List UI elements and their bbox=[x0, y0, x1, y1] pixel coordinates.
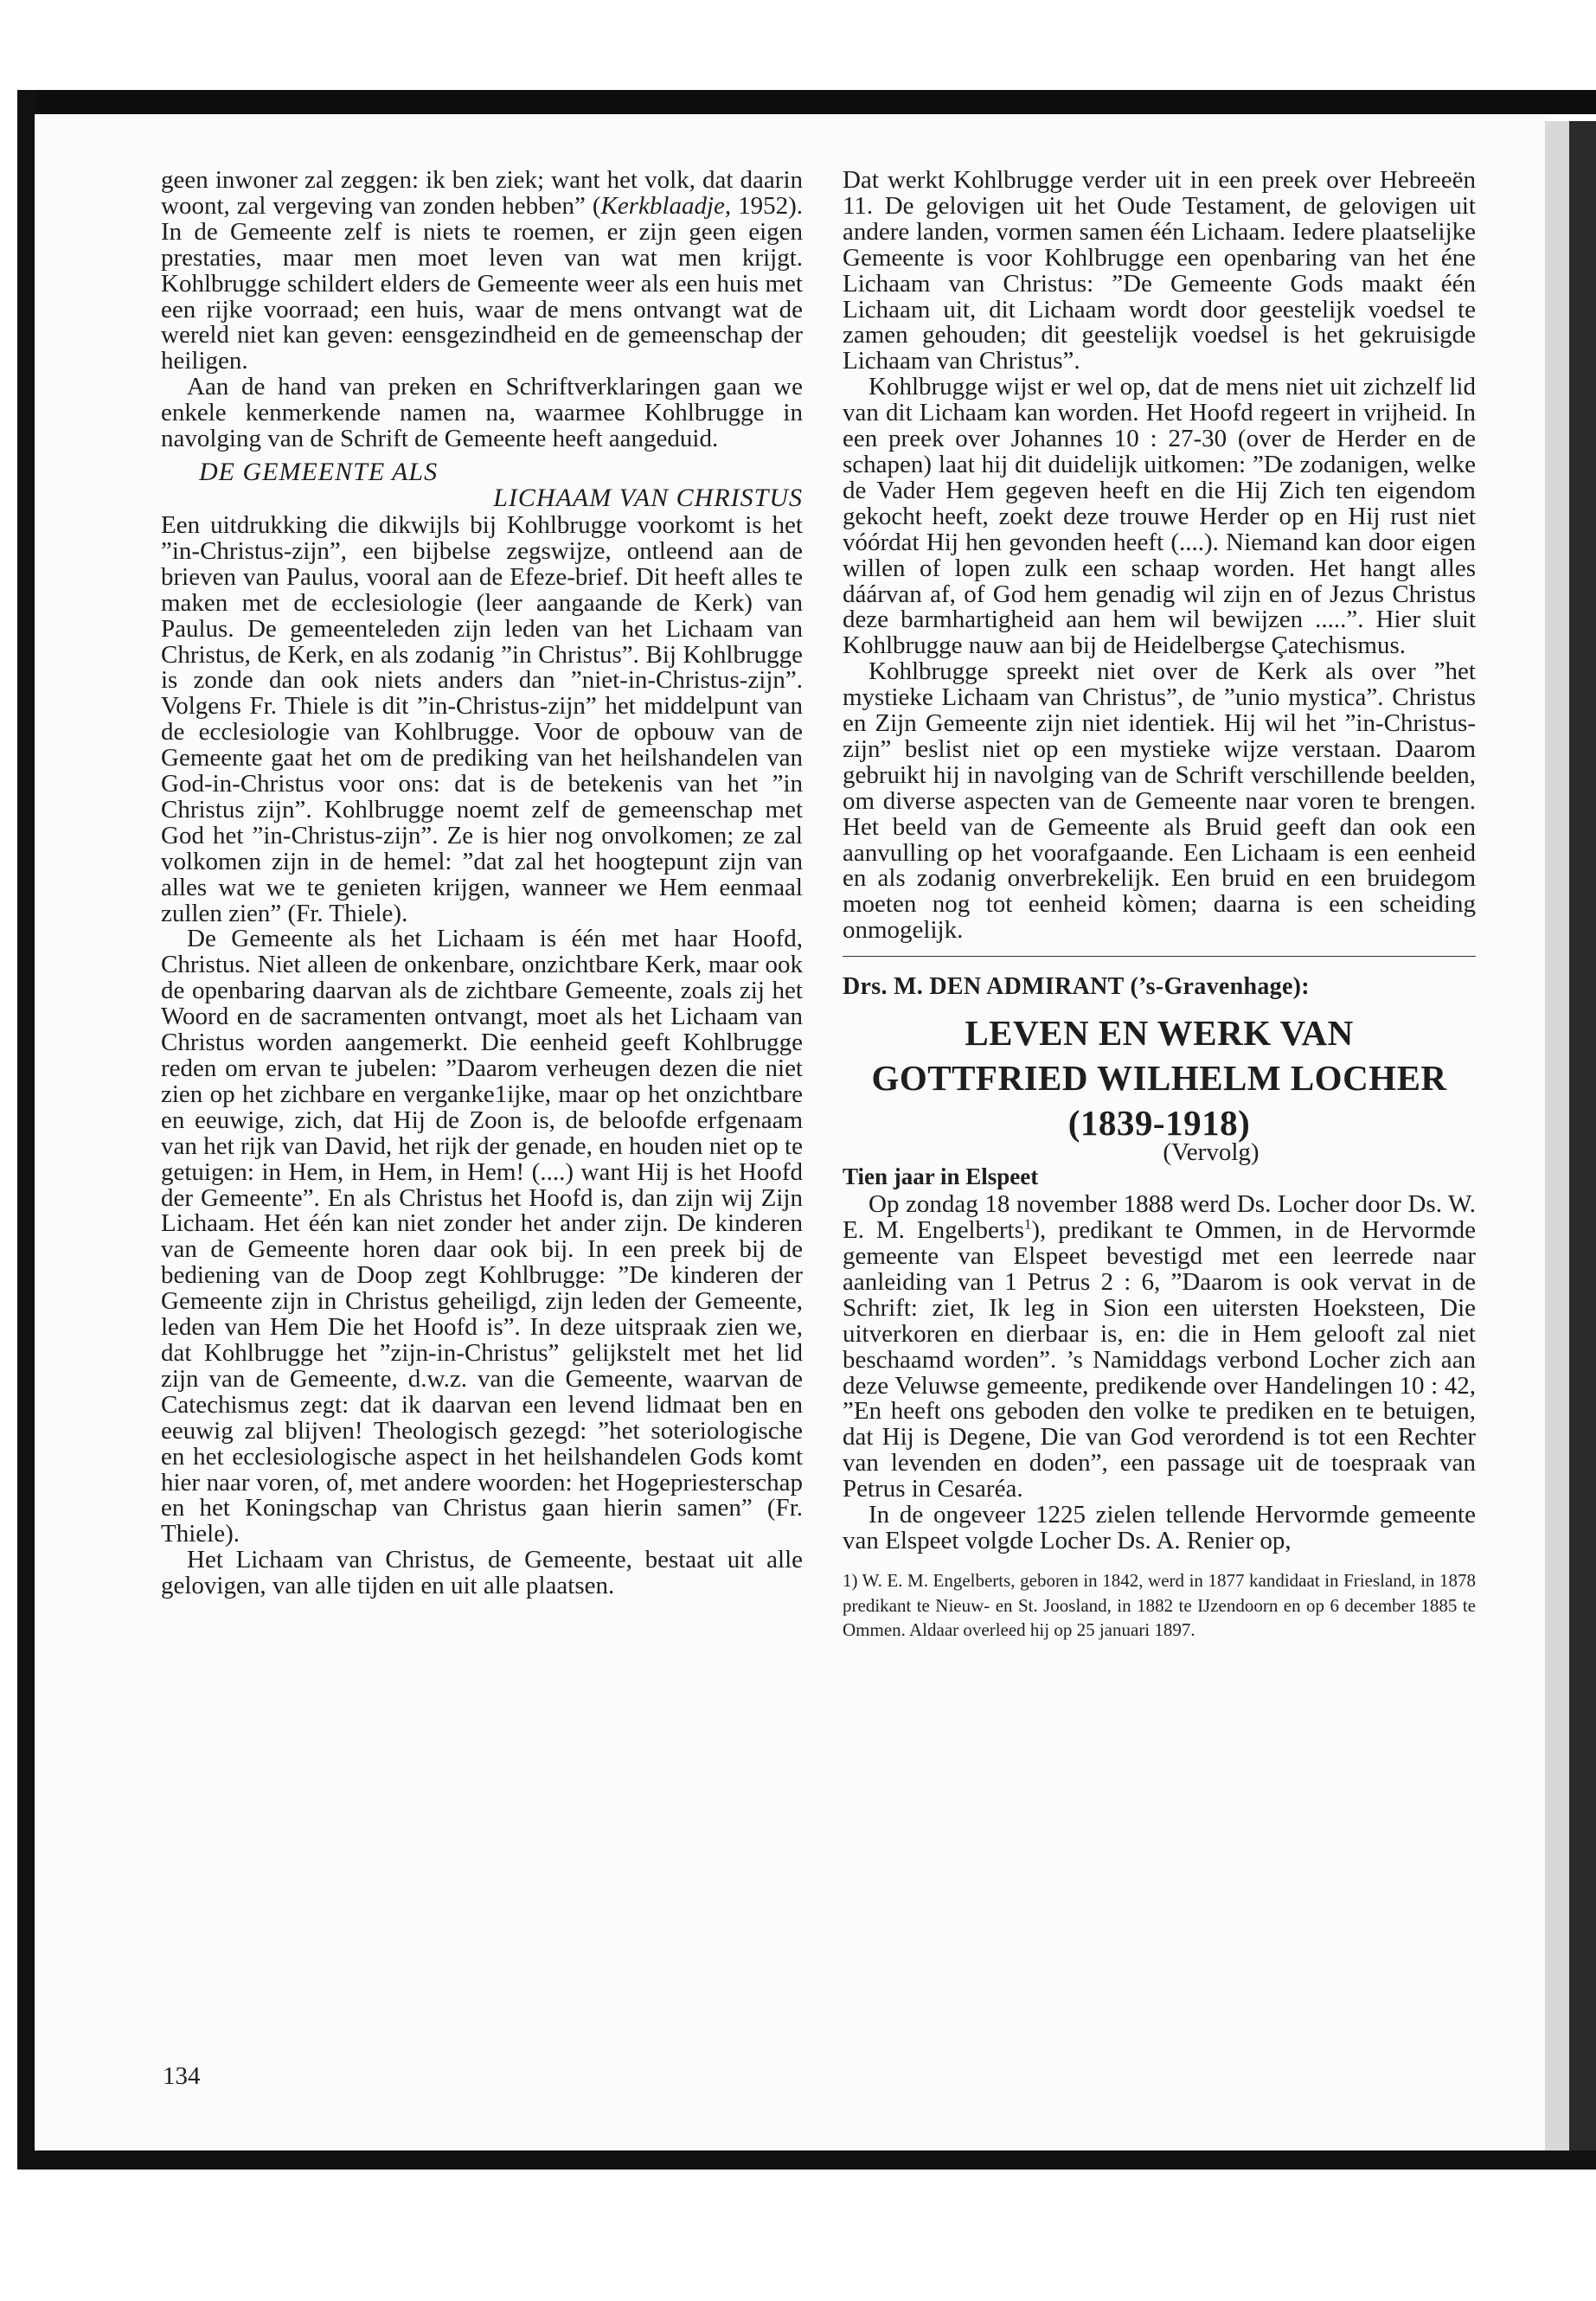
paragraph-body-head: De Gemeente als het Lichaam is één met haar Hoofd, Christus. Niet alleen de onkenbare, onzichtbare Kerk, maar ook de openbaring daarvan als de zichtbare Gemeente, zoals zij het Woord en de sacramenten ontvangt, moet als het Lichaam van Christus worden aangemerkt. Die eenheid geeft Kohlbrugge reden om ervan te jubelen: ”Daarom verheugen dezen die niet zien op het zichbare en verganke1ijke, maar op het onzichtbare en eeuwige, zich, dat Hij de Zoon is, de beloofde erfgenaam van het rijk van David, het rijk der genade, en houden niet op te getuigen: in Hem, in Hem, in Hem! (....) want Hij is het Hoofd der Gemeente”. En als Christus het Hoofd is, dan zijn wij Zijn Lichaam. Het één kan niet zonder het ander zijn. De kinderen van de Gemeente horen daar ook bij. In een preek bij de bediening van de Doop zegt Kohlbrugge: ”De kinderen der Gemeente zijn in Christus geheiligd, zijn leden der Gemeente, leden van Hem Die het Hoofd is”. In deze uitspraak zien we, dat Kohlbrugge het ”zijn-in-Christus” gelijkstelt met het lid zijn van de Gemeente, d.w.z. van die Gemeente, waarvan de Catechismus zegt: dat ik daarvan een levend lidmaat ben en eeuwig zal blijven! Theologisch gezegd: ”het soteriologische en het ecclesiologische aspect in het heilshandelen Gods komt hier naar voren, of, met andere woorden: het Hogepriesterschap en het Koningschap van Christus gaan hierin samen” (Fr. Thiele). bbox=[161, 925, 803, 1548]
right-column bbox=[843, 168, 1476, 1643]
footnote-reference: 1 bbox=[1023, 1215, 1032, 1233]
installation-text-start: Op zondag 18 november 1888 werd Ds. Locher door Ds. W. E. M. Engelberts bbox=[843, 1190, 1476, 1245]
scan-border-top bbox=[17, 90, 1596, 114]
paragraph-in-christus: Een uitdrukking die dikwijls bij Kohlbrugge voorkomt is het ”in-Christus-zijn”, een bijbelse zegswijze, ontleend aan de brieven van Paulus, vooral aan de Efeze-brief. Dit heeft alles te maken met de ecclesiologie (leer aangaande de Kerk) van Paulus. De gemeenteleden zijn leden van het Lichaam van Christus, de Kerk, en als zodanig ”in Christus”. Bij Kohlbrugge is zonde dan ook niets anders dan ”niet-in-Christus-zijn”. Volgens Fr. Thiele is dit ”in-Christus-zijn” het middelpunt van de ecclesiologie van Kohlbrugge. Voor de opbouw van de Gemeente gaat het om de prediking van het heilshandelen van God-in-Christus voor ons: dat is de betekenis van het ”in Christus zijn”. Kohlbrugge noemt zelf de gemeenschap met God het ”in-Christus-zijn”. Ze is hier nog onvolkomen; ze zal volkomen zijn in de hemel: ”dat zal het hoogtepunt zijn van alles wat we te genieten krijgen, wanneer we Hem eenmaal zullen zien” (Fr. Thiele). bbox=[161, 510, 803, 927]
scan-border-right bbox=[1569, 121, 1596, 2150]
article-divider bbox=[843, 956, 1476, 957]
paragraph-mystical-body: Kohlbrugge spreekt niet over de Kerk als over ”het mystieke Lichaam van Christus”, de ”unio mystica”. Christus en Zijn Gemeente zijn niet identiek. Hij wil het ”in-Christus-zijn” beslist niet op een mystieke wijze verstaan. Daarom gebruikt hij in navolging van de Schrift verschillende beelden, om diverse aspecten van de Gemeente naar voren te brengen. Het beeld van de Gemeente als Bruid geeft dan ook een aanvulling op het voorafgaande. Een Lichaam is een eenheid en als zodanig onverbrekelijk. Een bruid en een bruidegom moeten nog tot eenheid kòmen; daarna is een scheiding onmogelijk. bbox=[843, 657, 1476, 945]
section-heading-line-1: DE GEMEENTE ALS bbox=[199, 457, 439, 486]
continued-label: (Vervolg) bbox=[1163, 1138, 1259, 1167]
intro-line-1: geen inwoner zal zeggen: ik ben ziek; want het volk, bbox=[161, 166, 695, 194]
paragraph-freedom: Kohlbrugge wijst er wel op, dat de mens niet uit zichzelf lid van dit Lichaam kan worden. Het Hoofd regeert in vrijheid. In een preek over Johannes 10 : 27-30 (over de Herder en de schapen) laat hij dit duidelijk uitkomen: ”De zodanigen, welke de Vader Hem gegeven heeft en die Hij Zich ten eigendom gekocht heeft, zoekt deze trouwe Herder op en Hij rust niet vóórdat Hij hen gevonden heeft (....). Niemand kan door eigen willen of lopen zulk een schaap worden. Het hangt alles dáárvan af, of God hem genadig wil zijn en of Jezus Christus deze barmhartigheid aan hem wil bewijzen .....”. Hier sluit Kohlbrugge nauw aan bij de Heidelbergse Çatechismus. bbox=[843, 373, 1476, 660]
title-line-1: LEVEN EN WERK VAN bbox=[965, 1013, 1354, 1054]
paragraph-installation bbox=[843, 1192, 1476, 1503]
scan-border-left bbox=[17, 90, 35, 2166]
title-line-3: (1839-1918) bbox=[1067, 1103, 1251, 1144]
paragraph-all-believers: Het Lichaam van Christus, de Gemeente, bestaat uit alle gelovigen, van alle tijden en uit alle plaatsen. bbox=[161, 1546, 803, 1600]
paragraph-hebrews: Dat werkt Kohlbrugge verder uit in een preek over Hebreeën 11. De gelovigen uit het Oude Testament, de gelovigen uit andere landen, vormen samen één Lichaam. Iedere plaatselijke Gemeente is voor Kohlbrugge een openbaring van het éne Lichaam van Christus: ”De Gemeente Gods maakt één Lichaam uit, dit Lichaam wordt door geestelijk voedsel te zamen gehouden; dit geestelijk voedsel is het gekruisigde Lichaam van Christus”. bbox=[843, 166, 1476, 375]
intro-line-2: dat daarin woont, zal vergeving van zonden hebben” bbox=[161, 166, 804, 220]
scan-border-bottom bbox=[17, 2150, 1596, 2170]
paragraph-names: Aan de hand van preken en Schriftverklaringen gaan we enkele kenmerkende namen na, waarmee Kohlbrugge in navolging van de Schrift de Gemeente heeft aangeduid. bbox=[161, 373, 803, 453]
article-subheading: Tien jaar in Elspeet bbox=[843, 1163, 1039, 1190]
intro-line-3: (Kerkblaadje, 1952). In de Gemeente zelf is niets te roemen, er zijn geen eigen prestaties, maar men moet leven van wat men krijgt. Kohlbrugge schildert elders de Gemeente weer als een huis met een rijke voorraad; een huis, waar de mens ontvangt wat de wereld niet kan geven: eensgezindheid en de gemeenschap der heiligen. bbox=[161, 191, 804, 375]
intro-paragraph bbox=[161, 168, 803, 375]
left-column bbox=[161, 168, 803, 1599]
page-edge-right bbox=[1545, 121, 1569, 2150]
section-heading-line-2: LICHAAM VAN CHRISTUS bbox=[493, 483, 803, 512]
title-line-2: GOTTFRIED WILHELM LOCHER bbox=[871, 1058, 1447, 1099]
article-title bbox=[843, 1010, 1476, 1145]
paragraph-elspeet: In de ongeveer 1225 zielen tellende Hervormde gemeente van Elspeet volgde Locher Ds. A. Renier op, bbox=[843, 1501, 1476, 1554]
journal-title: Kerkblaadje bbox=[600, 191, 725, 220]
page-number: 134 bbox=[163, 2062, 201, 2090]
footnote: 1) W. E. M. Engelberts, geboren in 1842, werd in 1877 kandidaat in Friesland, in 1878 predikant te Nieuw- en St. Joosland, in 1882 te IJzendoorn en op 6 december 1885 te Ommen. Aldaar overleed hij op 25 januari 1897. bbox=[843, 1569, 1476, 1641]
author-byline: Drs. M. DEN ADMIRANT (’s-Gravenhage): bbox=[843, 973, 1310, 1001]
section-heading bbox=[161, 459, 803, 511]
installation-text-end: ), predikant te Ommen, in de Hervormde gemeente van Elspeet bevestigd met een leerrede naar aanleiding van 1 Petrus 2 : 6, ”Daarom is ook vervat in de Schrift: ziet, Ik leg in Sion een uitersten Hoeksteen, Die uitverkoren en dierbaar is, en: die in Hem gelooft zal niet beschaamd worden”. ’s Namiddags verbond Locher zich aan deze Veluwse gemeente, predikende over Handelingen 10 : 42, ”En heeft ons geboden den volke te prediken en te betuigen, dat Hij is Degene, Die van God verordend is tot een Rechter van levenden en doden”, een passage uit de toespraak van Petrus in Cesaréa. bbox=[843, 1216, 1477, 1503]
